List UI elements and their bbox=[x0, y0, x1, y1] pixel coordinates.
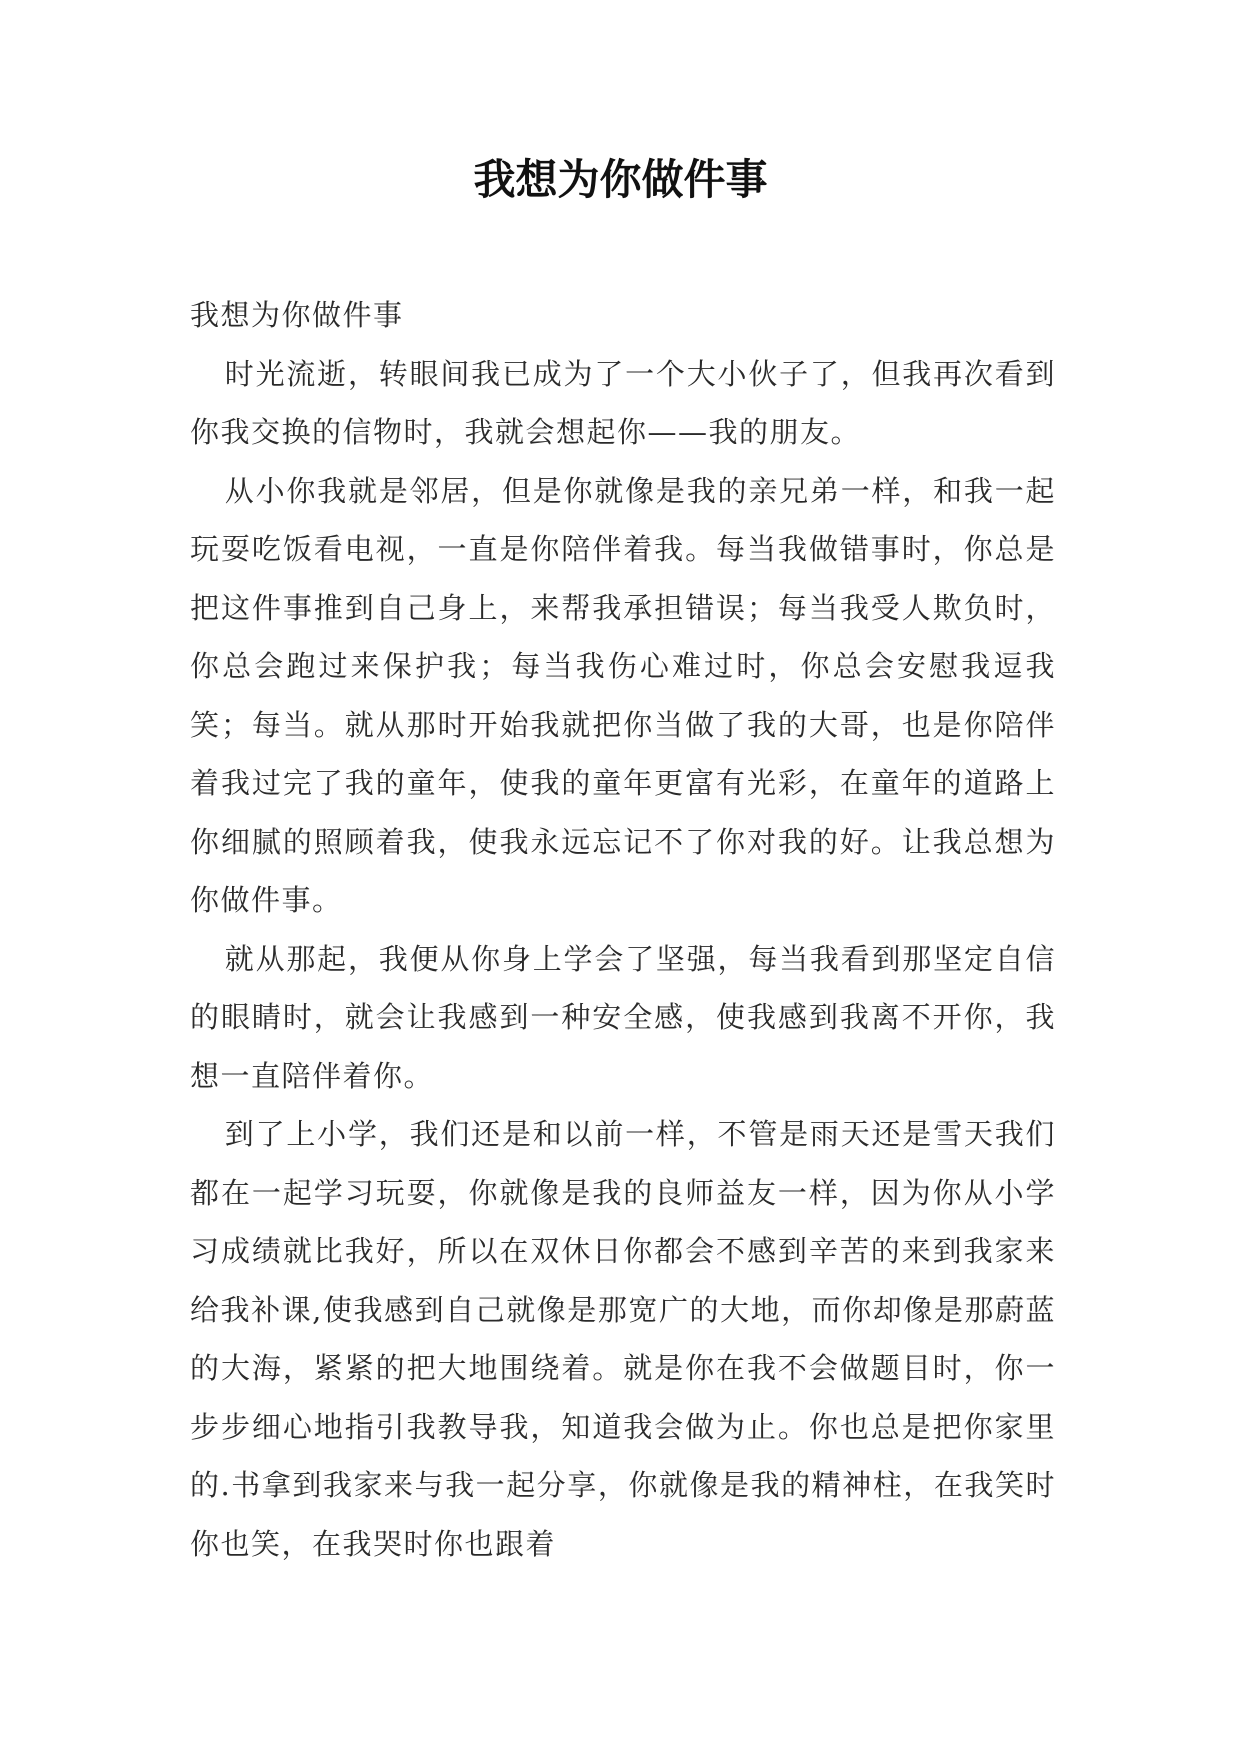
document-title: 我想为你做件事 bbox=[473, 155, 768, 204]
paragraph: 就从那起，我便从你身上学会了坚强，每当我看到那坚定自信的眼睛时，就会让我感到一种安全感，使我感到我离不开你，我想一直陪伴着你。 bbox=[190, 941, 1056, 1093]
paragraph: 到了上小学，我们还是和以前一样，不管是雨天还是雪天我们都在一起学习玩耍，你就像是我的良师益友一样，因为你从小学习成绩就比我好，所以在双休日你都会不感到辛苦的来到我家来给我补课,使我感到自己就像是那宽广的大地，而你却像是那蔚蓝的大海，紧紧的把大地围绕着。就是你在我不会做题目时，你一步步细心地指引我教导我，知道我会做为止。你也总是把你家里的.书拿到我家来与我一起分享，你就像是我的精神柱，在我笑时你也笑，在我哭时你也跟着 bbox=[190, 1117, 1056, 1561]
paragraph: 时光流逝，转眼间我已成为了一个大小伙子了，但我再次看到你我交换的信物时，我就会想起你——我的朋友。 bbox=[190, 356, 1056, 449]
paragraph: 从小你我就是邻居，但是你就像是我的亲兄弟一样，和我一起玩耍吃饭看电视，一直是你陪伴着我。每当我做错事时，你总是把这件事推到自己身上，来帮我承担错误；每当我受人欺负时，你总会跑过来保护我；每当我伤心难过时，你总会安慰我逗我笑；每当。就从那时开始我就把你当做了我的大哥，也是你陪伴着我过完了我的童年，使我的童年更富有光彩，在童年的道路上你细腻的照顾着我，使我永远忘记不了你对我的好。让我总想为你做件事。 bbox=[190, 473, 1056, 917]
document-body bbox=[190, 286, 1056, 1573]
body-subtitle: 我想为你做件事 bbox=[190, 298, 404, 332]
